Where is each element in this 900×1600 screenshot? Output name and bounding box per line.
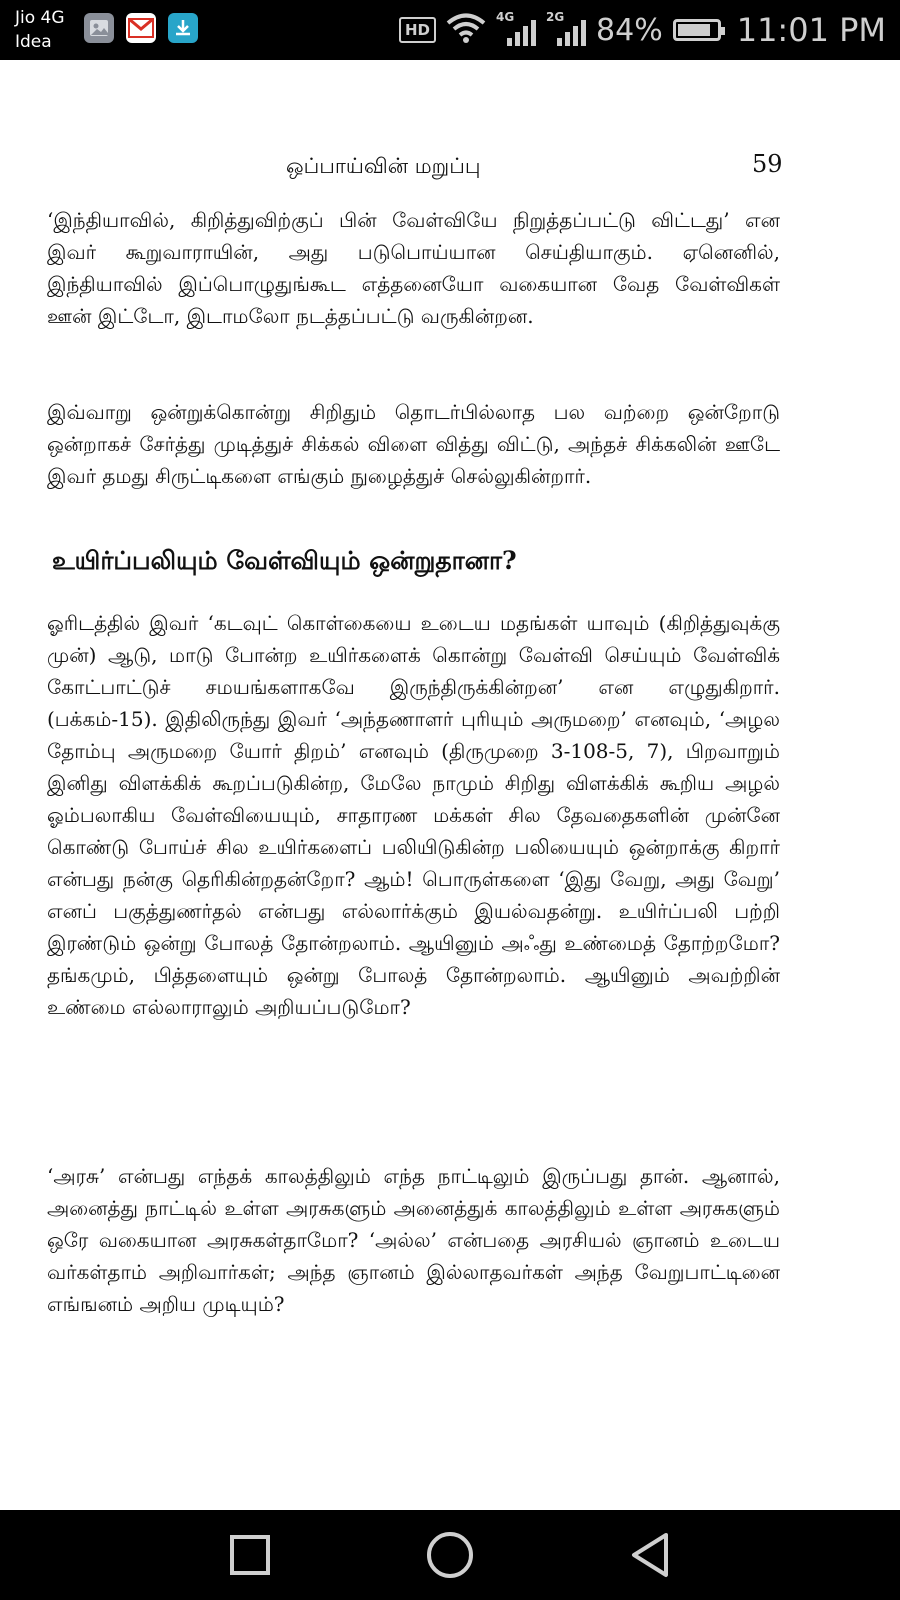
signal-2g [546, 12, 586, 48]
signal-bars-icon [557, 20, 586, 46]
carrier-1: Jio 4G [15, 8, 65, 28]
book-page[interactable] [0, 60, 900, 1510]
running-head: ஒப்பாய்வின் மறுப்பு [286, 154, 481, 178]
recent-apps-icon [228, 1533, 272, 1577]
signal-bars-icon [507, 20, 536, 46]
status-bar [0, 0, 900, 60]
signal-4g-label: 4G [496, 10, 515, 24]
battery-level [678, 24, 710, 36]
navigation-bar [0, 1510, 900, 1600]
notification-icons [84, 13, 198, 43]
clock: 11:01 PM [736, 11, 886, 49]
gmail-icon [126, 13, 156, 43]
wifi-icon [446, 12, 486, 48]
hd-badge: HD [399, 17, 436, 43]
page-number: 59 [752, 150, 783, 178]
status-indicators [399, 0, 886, 60]
gallery-icon [84, 13, 114, 43]
paragraph-4: ‘அரசு’ என்பது எந்தக் காலத்திலும் எந்த நாட்டிலும் இருப்பது தான். ஆனால், அனைத்து நாட்டில் உள்ள அரசுகளும் அனைத்துக் காலத்திலும் உள்ள அரசுகளும் ஒரே வகையான அரசுகள்தாமோ? ‘அல்ல’ என்பதை அரசியல் ஞானம் உடைய வர்கள்தாம் அறிவார்கள்; அந்த ஞானம் இல்லாதவர்கள் அந்த வேறுபாட்டினை எங்ஙனம் அறிய முடியும்? [47, 1164, 780, 1316]
section-heading: உயிர்ப்பலியும் வேள்வியும் ஒன்றுதானா? [52, 546, 517, 575]
paragraph-3: ஓரிடத்தில் இவர் ‘கடவுட் கொள்கையை உடைய மதங்கள் யாவும் (கிறித்துவுக்கு முன்) ஆடு, மாடு போன்ற உயிர்களைக் கொன்று வேள்வி செய்யும் வேள்விக் கோட்பாட்டுச் சமயங்களாகவே இருந்திருக்கின்றன’ என எழுதுகிறார். (பக்கம்-15). இதிலிருந்து இவர் ‘அந்தணாளர் புரியும் அருமறை’ எனவும், ‘அழல தோம்பு அருமறை யோர் திறம்’ எனவும் (திருமுறை 3-108-5, 7), பிறவாறும் இனிது விளக்கிக் கூறப்படுகின்ற, மேலே நாமும் சிறிது விளக்கிக் கூறிய அழல் ஓம்பலாகிய வேள்வியையும், சாதாரண மக்கள் சில தேவதைகளின் முன்னே கொண்டு போய்ச் சில உயிர்களைப் பலியிடுகின்ற பலியையும் ஒன்றாக்கு கிறார் என்பது நன்கு தெரிகின்றதன்றோ? ஆம்! பொருள்களை ‘இது வேறு, அது வேறு’ எனப் பகுத்துணர்தல் என்பது எல்லார்க்கும் இயல்வதன்று. உயிர்ப்பலி பற்றி இரண்டும் ஒன்று போலத் தோன்றலாம். ஆயினும் அஃது உண்மைத் தோற்றமோ? தங்கமும், பித்தளையும் ஒன்று போலத் தோன்றலாம். ஆயினும் அவற்றின் உண்மை எல்லாராலும் அறியப்படுமோ? [47, 611, 780, 1019]
battery-percent: 84% [596, 12, 663, 48]
download-icon [168, 13, 198, 43]
battery-icon [673, 19, 721, 41]
carrier-2: Idea [15, 32, 52, 52]
paragraph-2: இவ்வாறு ஒன்றுக்கொன்று சிறிதும் தொடர்பில்லாத பல வற்றை ஒன்றோடு ஒன்றாகச் சேர்த்து முடித்துச் சிக்கல் விளை வித்து விட்டு, அந்தச் சிக்கலின் ஊடே இவர் தமது சிருட்டிகளை எங்கும் நுழைத்துச் செல்லுகின்றார். [47, 400, 780, 488]
signal-2g-label: 2G [546, 10, 565, 24]
carrier-names [15, 6, 65, 54]
back-button[interactable] [620, 1525, 680, 1585]
recent-apps-button[interactable] [220, 1525, 280, 1585]
signal-4g [496, 12, 536, 48]
back-icon [628, 1531, 672, 1579]
home-button[interactable] [420, 1525, 480, 1585]
paragraph-1: ‘இந்தியாவில், கிறித்துவிற்குப் பின் வேள்வியே நிறுத்தப்பட்டு விட்டது’ என இவர் கூறுவாராயின், அது படுபொய்யான செய்தியாகும். ஏனெனில், இந்தியாவில் இப்பொழுதுங்கூட எத்தனையோ வகையான வேத வேள்விகள் ஊன் இட்டோ, இடாமலோ நடத்தப்பட்டு வருகின்றன. [47, 208, 780, 328]
home-icon [425, 1530, 475, 1580]
